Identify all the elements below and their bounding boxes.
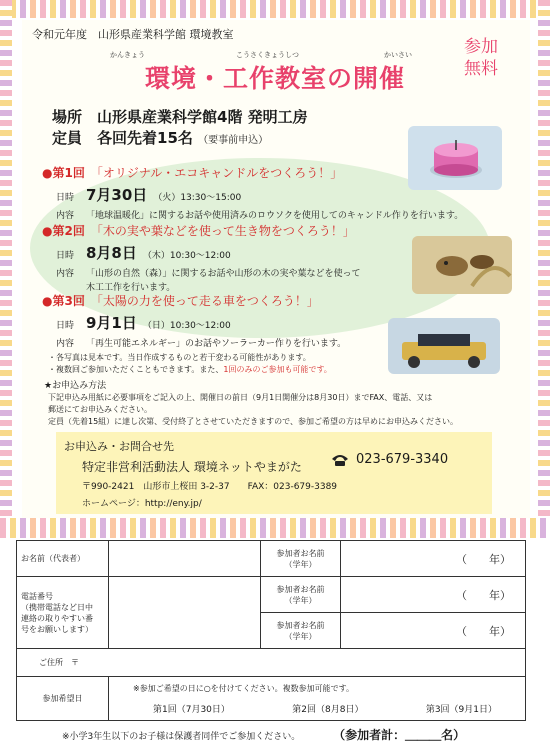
middle-stripe-border [0, 518, 550, 538]
capacity-line: 定員 各回先着15名 （要事前申込） [52, 129, 269, 147]
venue-line: 場所 山形県産業科学館4階 発明工房 [52, 108, 308, 126]
candle-photo [408, 126, 502, 190]
session-2: ●第2回 「木の実や葉などを使って生き物をつくろう！」 日時 8月8日 （木）10:30～12:00 内容 「山形の自然（森）」に関するお話や山形の木の実や葉などを使って 木工工作を行います。 [42, 224, 361, 293]
participant-count-field[interactable]: （参加者計：＿＿＿名） [333, 728, 466, 742]
field-rep-name[interactable] [109, 541, 261, 577]
ruby-kankyou: かんきょう [110, 51, 145, 59]
page-title: 環境・工作教室の開催 [144, 64, 405, 93]
option-session-3[interactable]: 第3回（9月1日） [425, 704, 497, 715]
option-session-2[interactable]: 第2回（8月8日） [292, 704, 364, 715]
phone-icon [330, 453, 350, 467]
contact-website: ホームページ：http://eny.jp/ [82, 499, 202, 509]
nature-craft-photo [412, 236, 512, 294]
field-phone[interactable] [109, 577, 261, 649]
field-participant-2[interactable]: （ 年） [341, 577, 526, 613]
footer-note: ※小学3年生以下のお子様は保護者同伴でご参加ください。 （参加者計：＿＿＿名） [62, 728, 466, 742]
ruby-kousakukyoushitsu: こうさくきょうしつ [236, 51, 299, 59]
notes-block: ・各写真は見本です。当日作成するものと若干変わる可能性があります。 ・複数回ご参加いただくこともできます。また、1回のみのご参加も可能です。 ★お申込み方法 下記申込み用紙に必要事項をご記入の上、開催日の前日（9月1日開催分は8月30日）までFAX、電話、又は 郵送にてお申込みください。 定員（先着15組）に達し次第、受付終了とさせていただきますので、参加ご希望の方は早めにお申込みください。 [44, 353, 459, 426]
label-participant-2: 参加者お名前 （学年） [261, 577, 341, 613]
label-phone: 電話番号 （携帯電話など日中 連絡の取りやすい番 号をお願いします） [17, 577, 109, 649]
contact-heading: お申込み・お問合せ先 [64, 440, 174, 453]
session-1: ●第1回 「オリジナル・エコキャンドルをつくろう！」 日時 7月30日 （火）13:30～15:00 内容 「地球温暖化」に関するお話や使用済みのロウソクを使用してのキャンドル作りを行います。 [42, 166, 464, 221]
label-wish-date: 参加希望日 [17, 677, 109, 721]
event-subtitle: 令和元年度 山形県産業科学館 環境教室 [32, 28, 234, 41]
label-participant-3: 参加者お名前 （学年） [261, 613, 341, 649]
contact-address: 〒990-2421 山形市上桜田 3-2-37 FAX：023-679-3389 [82, 482, 338, 492]
field-wish-date[interactable]: ※参加ご希望の日に○を付けてください。複数参加可能です。 第1回（7月30日） 第2回（8月8日） 第3回（9月1日） [109, 677, 526, 721]
top-stripe-border [0, 0, 550, 18]
field-address[interactable]: ご住所 〒 [17, 649, 526, 677]
contact-org: 特定非営利活動法人 環境ネットやまがた [82, 460, 302, 474]
label-rep-name: お名前（代表者） [17, 541, 109, 577]
application-form [16, 540, 526, 721]
session-3: ●第3回 「太陽の力を使って走る車をつくろう！」 日時 9月1日 （日）10:30～12:00 内容 「再生可能エネルギー」のお話やソーラーカー作りを行います。 [42, 294, 347, 349]
free-badge: 参加 無料 [464, 37, 498, 79]
ruby-kaisai: かいさい [384, 51, 412, 59]
label-participant-1: 参加者お名前 （学年） [261, 541, 341, 577]
field-participant-1[interactable]: （ 年） [341, 541, 526, 577]
contact-phone: 023-679-3340 [330, 452, 448, 467]
option-session-1[interactable]: 第1回（7月30日） [153, 704, 230, 715]
field-participant-3[interactable]: （ 年） [341, 613, 526, 649]
contact-box [56, 432, 492, 514]
